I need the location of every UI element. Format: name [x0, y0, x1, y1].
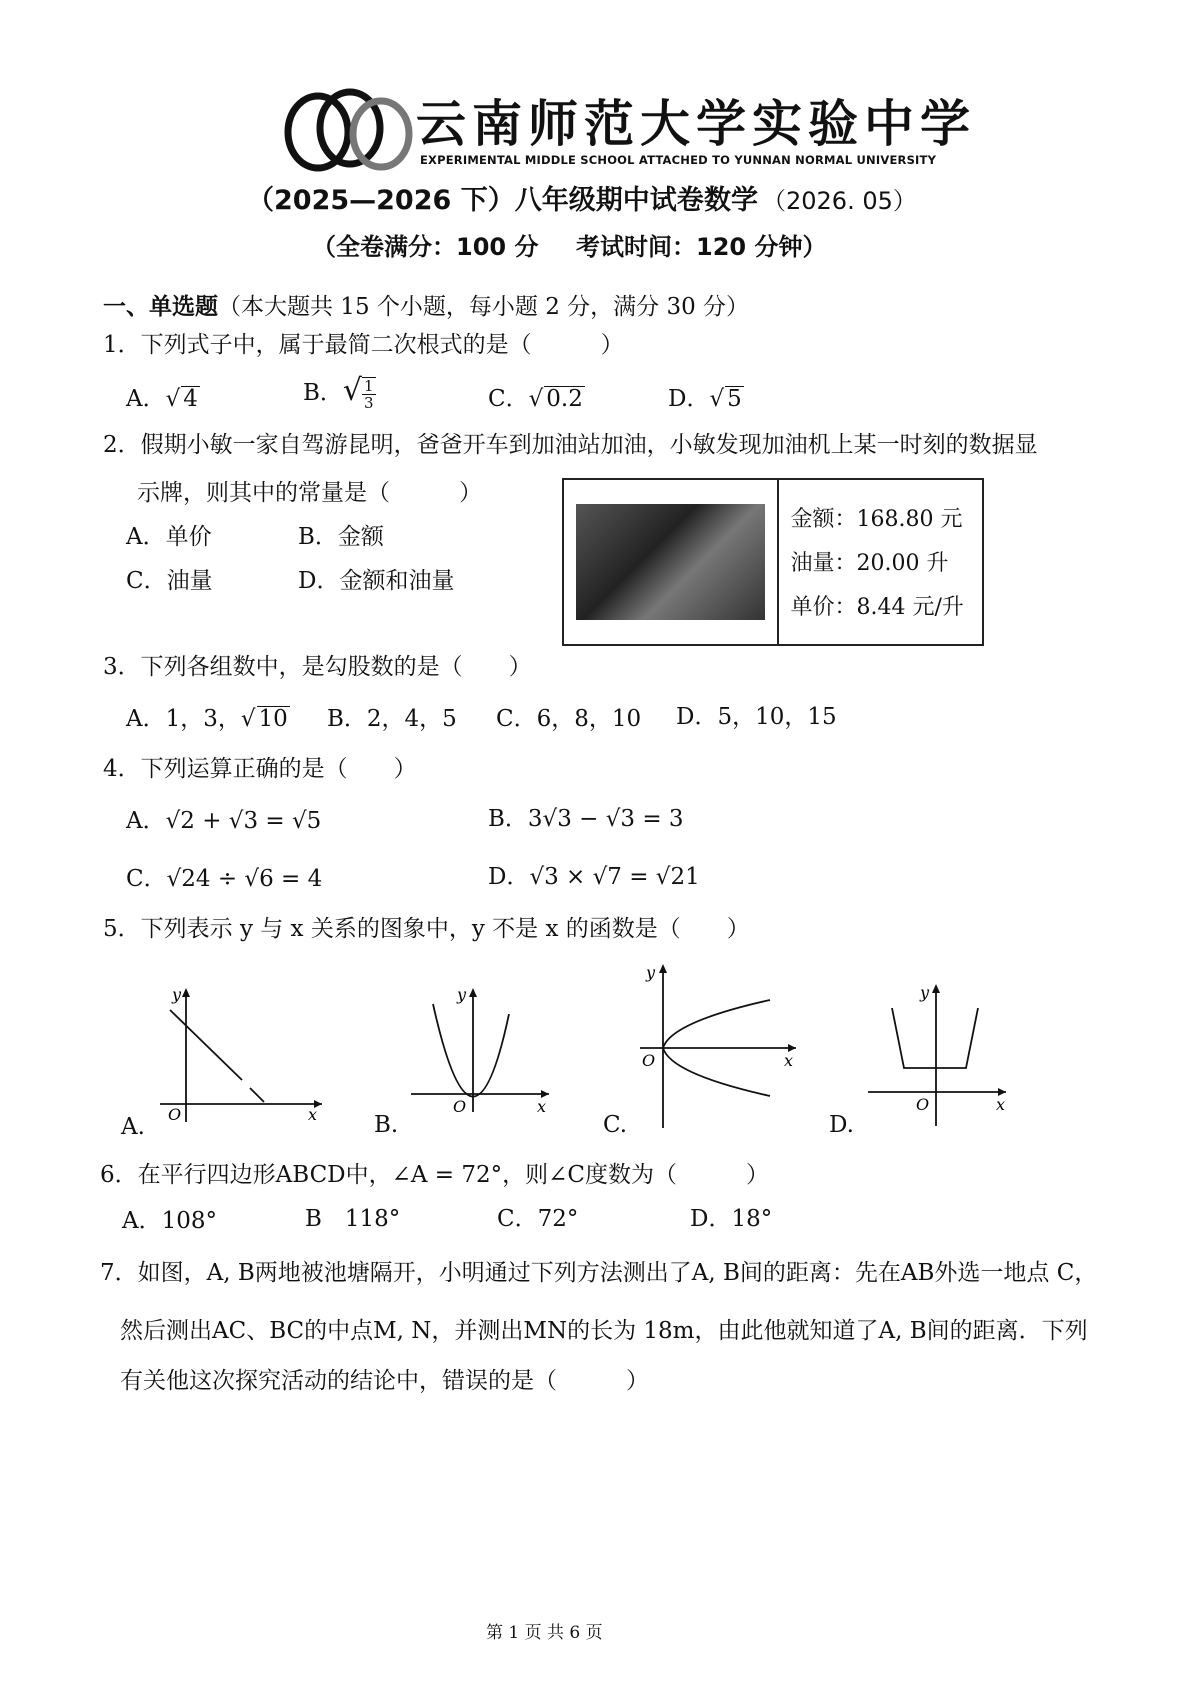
- q6-option-a: A．108°: [122, 1208, 218, 1234]
- q5-graph-d: [864, 980, 1014, 1130]
- q7-line3: 有关他这次探究活动的结论中，错误的是（ ）: [120, 1368, 649, 1394]
- fuel-pump-display: [562, 478, 984, 646]
- q6-option-c: C．72°: [497, 1206, 579, 1232]
- q4-stem: 4．下列运算正确的是（ ）: [103, 756, 417, 782]
- q1-c-label: C．: [488, 386, 529, 412]
- school-logo: [283, 86, 413, 176]
- full-score: （全卷满分：100 分: [312, 233, 539, 261]
- q4-option-b: B．3√3 − √3 = 3: [488, 806, 684, 832]
- q4-option-d: D．√3 × √7 = √21: [488, 864, 700, 890]
- q5-a-x-label: x: [308, 1105, 318, 1124]
- school-name-en: EXPERIMENTAL MIDDLE SCHOOL ATTACHED TO YUNNAN NORMAL UNIVERSITY: [420, 153, 937, 167]
- q1-b-num: 1: [364, 377, 374, 395]
- section-1-heading: [103, 292, 749, 322]
- q7-line1: 7．如图，A, B两地被池塘隔开，小明通过下列方法测出了A, B间的距离：先在AB外选一地点 C，: [100, 1260, 1098, 1286]
- q5-a-origin: O: [168, 1105, 182, 1124]
- fuel-pump-readout: [777, 480, 982, 644]
- q5-b-y-label: y: [457, 985, 467, 1004]
- q1-b-label: B．: [303, 380, 343, 406]
- q3-a-radicand: 10: [258, 706, 288, 732]
- q3-option-b: B．2，4，5: [327, 706, 457, 732]
- q4-option-a: A．√2 + √3 = √5: [126, 808, 322, 834]
- fuel-nozzle-photo: [576, 504, 765, 620]
- q3-option-c: C．6，8，10: [496, 706, 642, 732]
- q1-c-radicand: 0.2: [546, 386, 583, 412]
- section-1-title: 一、单选题: [103, 293, 218, 320]
- q1-stem: 1．下列式子中，属于最简二次根式的是（ ）: [103, 332, 624, 358]
- q5-b-x-label: x: [537, 1097, 547, 1116]
- q5-label-b: B.: [374, 1112, 399, 1138]
- q3-stem: 3．下列各组数中，是勾股数的是（ ）: [103, 654, 532, 680]
- page-number: 第 1 页 共 6 页: [486, 1623, 603, 1643]
- exam-time: 考试时间：120 分钟）: [576, 233, 827, 261]
- q1-a-radicand: 4: [183, 386, 198, 412]
- q5-a-y-label: y: [172, 985, 182, 1004]
- q6-option-b: B 118°: [305, 1206, 401, 1232]
- q1-option-a: A．√ 4: [126, 386, 198, 412]
- pump-volume: 油量：20.00 升: [790, 551, 949, 576]
- q5-graph-c: [636, 962, 806, 1132]
- pump-amount: 金额：168.80 元: [790, 507, 963, 532]
- exam-date: （2026. 05）: [762, 187, 917, 215]
- exam-title: [247, 184, 704, 218]
- q3-option-a: A．1，3，√ 10: [126, 706, 288, 732]
- section-1-note: （本大题共 15 个小题，每小题 2 分，满分 30 分）: [218, 294, 750, 320]
- q5-c-x-label: x: [784, 1051, 794, 1070]
- q1-option-c: C．√ 0.2: [488, 386, 583, 412]
- q5-b-origin: O: [453, 1097, 467, 1116]
- q2-option-a: A．单价: [126, 524, 212, 550]
- q4-option-c: C．√24 ÷ √6 = 4: [126, 866, 323, 892]
- q1-option-b: B．√ $\frac{1}{3}$: [303, 373, 374, 412]
- q2-stem-line2: 示牌，则其中的常量是（ ）: [137, 480, 482, 506]
- q5-label-a: A.: [121, 1114, 145, 1140]
- q5-c-y-label: y: [646, 963, 656, 982]
- q5-graph-b: [405, 984, 555, 1124]
- exam-subject: 数学: [704, 185, 758, 216]
- q1-d-label: D．: [668, 386, 710, 412]
- q5-c-origin: O: [642, 1051, 656, 1070]
- q2-option-d: D．金额和油量: [298, 568, 455, 594]
- q6-stem: 6．在平行四边形ABCD中，∠A = 72°，则∠C度数为（ ）: [100, 1162, 770, 1188]
- q5-d-x-label: x: [996, 1095, 1006, 1114]
- q7-line2: 然后测出AC、BC的中点M, N，并测出MN的长为 18m，由此他就知道了A, B间的距离．下列: [120, 1318, 1088, 1344]
- q5-d-y-label: y: [920, 983, 930, 1002]
- q5-graph-a: [150, 982, 330, 1127]
- q6-option-d: D．18°: [690, 1206, 773, 1232]
- q5-label-c: C.: [603, 1112, 628, 1138]
- exam-title-text: （2025—2026 下）八年级期中试卷: [247, 185, 704, 216]
- q5-stem: 5．下列表示 y 与 x 关系的图象中，y 不是 x 的函数是（ ）: [103, 916, 750, 942]
- q3-a-label: A．1，3，: [126, 706, 241, 732]
- q5-d-origin: O: [916, 1095, 930, 1114]
- q3-option-d: D．5，10，15: [676, 704, 837, 730]
- q5-label-d: D.: [829, 1112, 854, 1138]
- q1-option-d: D．√ 5: [668, 386, 742, 412]
- q2-option-b: B．金额: [298, 524, 384, 550]
- q1-d-radicand: 5: [727, 386, 742, 412]
- q1-b-fraction: [362, 377, 376, 411]
- pump-unit-price: 单价：8.44 元/升: [790, 595, 964, 620]
- school-name-cn: 云南师范大学实验中学: [416, 94, 976, 153]
- q2-stem-line1: 2．假期小敏一家自驾游昆明，爸爸开车到加油站加油，小敏发现加油机上某一时刻的数据显: [103, 432, 1038, 458]
- q1-a-label: A．: [126, 386, 166, 412]
- q2-option-c: C．油量: [126, 568, 213, 594]
- q1-b-den: 3: [364, 394, 374, 412]
